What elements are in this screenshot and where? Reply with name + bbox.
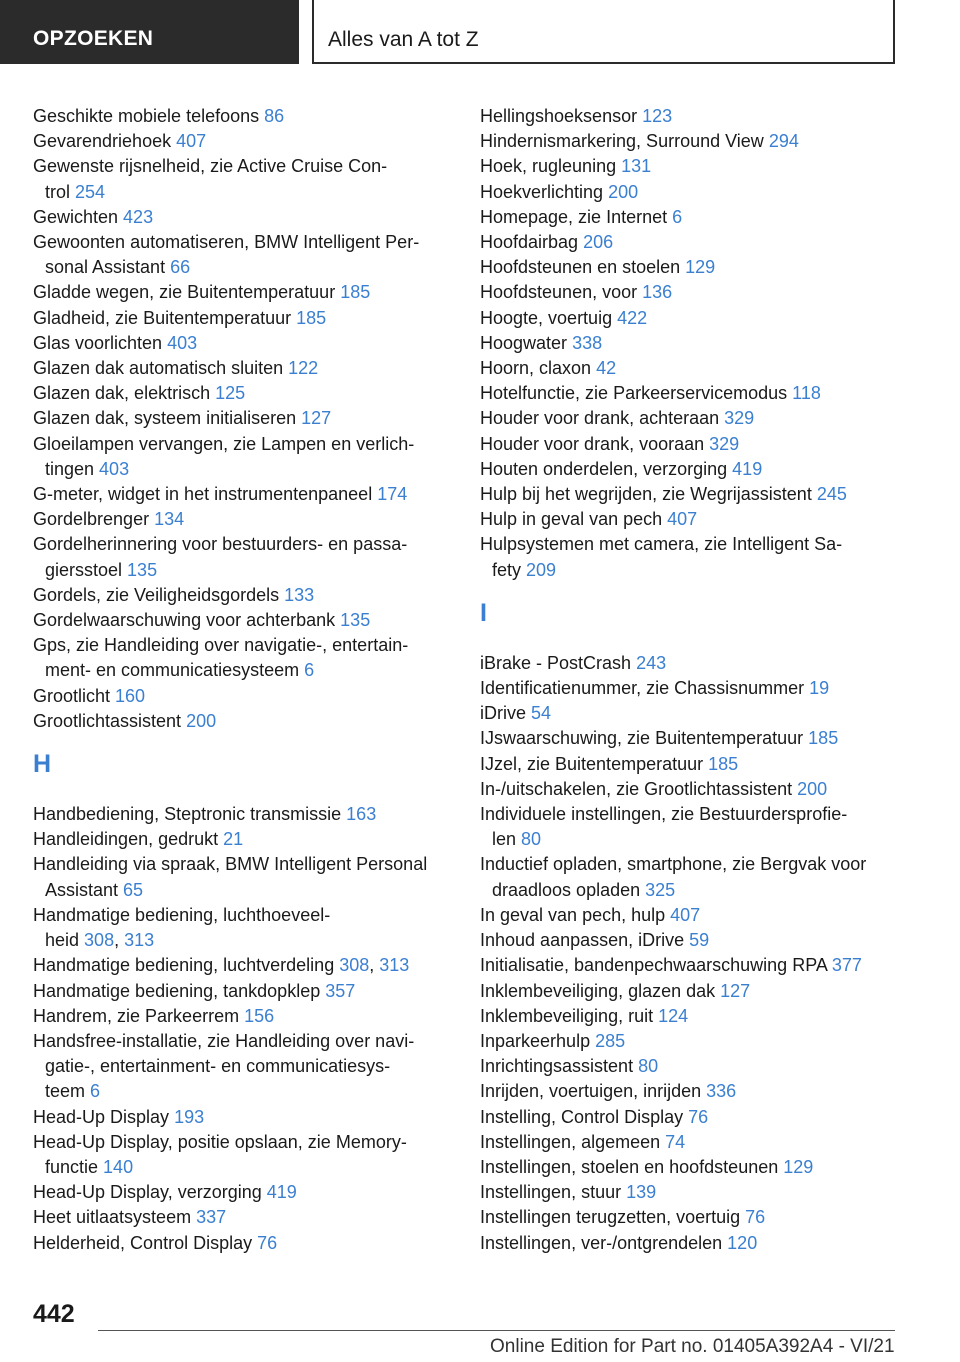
index-entry (33, 482, 463, 507)
index-entry (33, 280, 463, 305)
entry-text: IJzel, zie Buitentemperatuur (480, 753, 709, 774)
entry-text: Homepage, zie Internet (480, 206, 673, 227)
page-reference-link[interactable]: 129 (685, 257, 716, 278)
entry-text: ment- en communicatiesysteem (45, 660, 305, 681)
index-entry (480, 507, 910, 532)
index-entry (33, 331, 463, 356)
index-entry (33, 356, 463, 381)
entry-text: Hindernismarkering, Surround View (480, 131, 769, 152)
entry-text: Gordelbrenger (33, 509, 155, 530)
index-entry (480, 752, 910, 777)
page-reference-link[interactable]: 423 (123, 206, 154, 227)
index-entry (33, 381, 463, 406)
entry-text: Glas voorlichten (33, 332, 168, 353)
entry-text: Gloeilampen vervangen, zie Lampen en verlich- (33, 433, 415, 454)
page-reference-link[interactable]: 163 (346, 804, 377, 825)
index-entry: Handmatige bediening, luchtverdeling 308, 313 (33, 955, 410, 976)
page-reference-link[interactable]: 422 (617, 307, 648, 328)
page-reference-link[interactable]: 139 (626, 1182, 657, 1203)
entry-text: Handrem, zie Parkeerrem (33, 1005, 245, 1026)
entry-text: Handleiding via spraak, BMW Intelligent Personal (33, 854, 428, 875)
entry-text: gatie-, entertainment- en communicatiesys- (45, 1056, 391, 1077)
page-reference-link[interactable]: 6 (90, 1081, 101, 1102)
index-entry (480, 230, 910, 255)
page-reference-link[interactable]: 206 (583, 232, 614, 253)
page-reference-link[interactable]: 124 (658, 1005, 689, 1026)
entry-text: Houder voor drank, vooraan (480, 433, 710, 454)
index-entry (33, 608, 463, 633)
index-entry (33, 802, 463, 827)
page-reference-link[interactable]: 123 (642, 106, 673, 126)
entry-text: Hoekverlichting (480, 181, 609, 202)
page-reference-link[interactable]: 193 (174, 1106, 205, 1127)
entry-text: fety (492, 559, 527, 580)
index-entry (33, 104, 463, 129)
entry-text: len (492, 829, 522, 850)
page-reference-link[interactable]: 245 (816, 484, 847, 505)
footer-divider (98, 1330, 895, 1331)
page-reference-link[interactable]: 200 (797, 778, 828, 799)
entry-text: Head-Up Display (33, 1106, 175, 1127)
index-entry (33, 583, 463, 608)
page-reference-link[interactable]: 254 (75, 181, 106, 202)
index-entry (480, 457, 910, 482)
entry-text: Handmatige bediening, luchtverdeling (33, 955, 340, 976)
page-reference-link[interactable]: 125 (215, 383, 246, 404)
index-entry (33, 1105, 463, 1130)
entry-text: Inklembeveiliging, glazen dak (480, 980, 721, 1001)
index-entry (480, 726, 910, 751)
index-entry (480, 205, 910, 230)
page-reference-link[interactable]: 419 (732, 458, 763, 479)
entry-text: Helderheid, Control Display (33, 1232, 258, 1253)
index-entry (480, 1004, 910, 1029)
entry-text: Instellingen, stoelen en hoofdsteunen (480, 1156, 784, 1177)
index-entry (480, 1180, 910, 1205)
entry-text: G-meter, widget in het instrumentenpaneel (33, 484, 378, 505)
page-reference-link[interactable]: 76 (688, 1106, 709, 1127)
index-letter-h: H (33, 750, 52, 779)
index-entry (33, 1029, 463, 1105)
index-entry (480, 356, 910, 381)
entry-text: Hotelfunctie, zie Parkeerservicemodus (480, 383, 793, 404)
index-entry (480, 979, 910, 1004)
index-column-right (480, 104, 910, 1256)
page-reference-link[interactable]: 66 (170, 257, 191, 278)
entry-text: Handsfree-installatie, zie Handleiding over navi- (33, 1030, 415, 1051)
page-reference-link[interactable]: 6 (672, 206, 683, 227)
index-entry (33, 432, 463, 482)
page-reference-link[interactable]: 135 (127, 559, 158, 580)
entry-text: Head-Up Display, verzorging (33, 1182, 267, 1203)
entry-text: trol (45, 181, 76, 202)
entry-text: Instellingen, stuur (480, 1182, 627, 1203)
index-entry (480, 802, 910, 852)
page-reference-link[interactable]: 419 (266, 1182, 297, 1203)
page-reference-link[interactable]: 118 (792, 383, 821, 404)
index-entry (33, 827, 463, 852)
index-entry (480, 432, 910, 457)
entry-text: Gps, zie Handleiding over navigatie-, entertain- (33, 635, 409, 656)
index-entry (480, 306, 910, 331)
page-reference-link[interactable]: 407 (176, 131, 207, 152)
page-reference-link[interactable]: 54 (531, 703, 552, 724)
index-entry (480, 1079, 910, 1104)
index-entry (33, 129, 463, 154)
index-entry (33, 709, 463, 734)
page-reference-link[interactable]: 86 (264, 106, 285, 126)
page-reference-link[interactable]: 140 (103, 1156, 134, 1177)
entry-text: Hulpsystemen met camera, zie Intelligent Sa- (480, 534, 843, 555)
entry-text: Instellingen, ver-/ontgrendelen (480, 1232, 728, 1253)
entry-text: In-/uitschakelen, zie Grootlichtassistent (480, 778, 798, 799)
index-entry (480, 777, 910, 802)
entry-text: Hoogte, voertuig (480, 307, 618, 328)
chapter-header (312, 0, 895, 64)
entry-text: Grootlichtassistent (33, 710, 187, 731)
index-entry (480, 154, 910, 179)
index-entry (33, 230, 463, 280)
index-entry (480, 651, 910, 676)
page-reference-link[interactable]: 185 (340, 282, 371, 303)
index-entry (33, 1180, 463, 1205)
index-entry (480, 482, 910, 507)
index-entry (480, 1231, 910, 1256)
index-entry (480, 852, 910, 902)
entry-text: Hoek, rugleuning (480, 156, 622, 177)
entry-text: Inrijden, voertuigen, inrijden (480, 1081, 707, 1102)
index-entry (480, 1029, 910, 1054)
entry-text: draadloos opladen (492, 879, 646, 900)
page-reference-link[interactable]: 243 (636, 652, 667, 673)
entry-text: giersstoel (45, 559, 128, 580)
page-reference-link[interactable]: 285 (595, 1030, 626, 1051)
page-reference-link[interactable]: 407 (670, 904, 701, 925)
entry-text: Hellingshoeksensor (480, 106, 643, 126)
page-reference-link[interactable]: 127 (301, 408, 332, 429)
entry-text: Gordels, zie Veiligheidsgordels (33, 584, 285, 605)
index-entry (33, 633, 463, 683)
entry-text: Gevarendriehoek (33, 131, 177, 152)
index-entry (480, 928, 910, 953)
entry-text: Handbediening, Steptronic transmissie (33, 804, 347, 825)
entry-text: tingen (45, 458, 100, 479)
entry-text: Heet uitlaatsysteem (33, 1207, 197, 1228)
page-reference-link[interactable]: 42 (596, 358, 617, 379)
entry-text: Identificatienummer, zie Chassisnummer (480, 678, 810, 699)
index-entry (33, 1130, 463, 1180)
chapter-title: Alles van A tot Z (328, 28, 479, 51)
page-reference-link[interactable]: 336 (706, 1081, 737, 1102)
entry-text: Inhoud aanpassen, iDrive (480, 930, 690, 951)
index-entry (33, 1205, 463, 1230)
page-reference-link[interactable]: 76 (745, 1207, 766, 1228)
index-entry (480, 381, 910, 406)
entry-text: Hoofdairbag (480, 232, 584, 253)
index-entry (480, 180, 910, 205)
index-entry (33, 406, 463, 431)
page-reference-link[interactable]: 6 (304, 660, 315, 681)
entry-text: Houten onderdelen, verzorging (480, 458, 733, 479)
index-entry (33, 507, 463, 532)
index-entry: Handmatige bediening, luchthoeveel- heid 308, 313 (33, 904, 331, 951)
index-entry (480, 1205, 910, 1230)
entry-text: functie (45, 1156, 104, 1177)
index-entry (480, 1130, 910, 1155)
index-entry (480, 953, 910, 978)
index-entry (33, 852, 463, 902)
page-reference-link[interactable]: 325 (645, 879, 676, 900)
entry-text: Glazen dak, elektrisch (33, 383, 216, 404)
index-entry (480, 255, 910, 280)
page-reference-link[interactable]: 120 (727, 1232, 758, 1253)
page-reference-link[interactable]: 313 (379, 955, 410, 976)
entry-text: Head-Up Display, positie opslaan, zie Memory- (33, 1131, 407, 1152)
index-entry (33, 306, 463, 331)
index-entry (480, 406, 910, 431)
entry-text: Hoofdsteunen, voor (480, 282, 643, 303)
page-reference-link[interactable]: 377 (831, 955, 862, 976)
page-reference-link[interactable]: 160 (115, 685, 146, 706)
entries-h (33, 802, 463, 1256)
entries-g (33, 104, 463, 734)
entry-text: Grootlicht (33, 685, 116, 706)
entry-text: Hulp bij het wegrijden, zie Wegrijassistent (480, 484, 817, 505)
entry-text: Assistant (45, 879, 124, 900)
entry-text: Instellingen terugzetten, voertuig (480, 1207, 746, 1228)
page-reference-link[interactable]: 308 (339, 955, 370, 976)
entries-i (480, 651, 910, 1256)
index-entry (33, 1231, 463, 1256)
page-reference-link[interactable]: 59 (689, 930, 710, 951)
page-reference-link[interactable]: 174 (377, 484, 408, 505)
entry-text: Handmatige bediening, tankdopklep (33, 980, 326, 1001)
index-entry (480, 532, 910, 582)
index-letter-i: I (480, 598, 487, 627)
section-tab (0, 0, 299, 64)
entry-text: Geschikte mobiele telefoons (33, 106, 265, 126)
entry-text: Hulp in geval van pech (480, 509, 668, 530)
entry-text: Instelling, Control Display (480, 1106, 689, 1127)
page-reference-link[interactable]: 185 (808, 728, 839, 749)
index-entry (33, 684, 463, 709)
page-reference-link[interactable]: 185 (296, 307, 327, 328)
entry-text: Gladde wegen, zie Buitentemperatuur (33, 282, 341, 303)
page-reference-link[interactable]: 200 (608, 181, 639, 202)
entry-text: Individuele instellingen, zie Bestuurdersprofie- (480, 804, 848, 825)
page-reference-link[interactable]: 80 (521, 829, 542, 850)
page-reference-link[interactable]: 80 (638, 1056, 659, 1077)
entry-text: Glazen dak, systeem initialiseren (33, 408, 302, 429)
page-reference-link[interactable]: 131 (621, 156, 652, 177)
page-reference-link[interactable]: 127 (720, 980, 751, 1001)
page-reference-link[interactable]: 133 (284, 584, 315, 605)
entry-text: Gordelherinnering voor bestuurders- en passa- (33, 534, 408, 555)
page-reference-link[interactable]: 65 (123, 879, 144, 900)
page-reference-link[interactable]: 134 (154, 509, 185, 530)
index-entry (33, 154, 463, 204)
page-reference-link[interactable]: 337 (196, 1207, 227, 1228)
entry-text: iBrake - PostCrash (480, 652, 637, 673)
index-entry (480, 1105, 910, 1130)
page-reference-link[interactable]: 403 (167, 332, 198, 353)
entry-text: Houder voor drank, achteraan (480, 408, 725, 429)
index-entry (480, 701, 910, 726)
entry-text: Inrichtingsassistent (480, 1056, 639, 1077)
page-reference-link[interactable]: 357 (325, 980, 356, 1001)
page-reference-link[interactable]: 122 (288, 358, 319, 379)
entry-text: heid (45, 930, 85, 951)
footer-edition: Online Edition for Part no. 01405A392A4 - VI/21 (490, 1336, 895, 1357)
entry-text: iDrive (480, 703, 532, 724)
index-entry (33, 532, 463, 582)
page-reference-link[interactable]: 313 (124, 930, 155, 951)
page-reference-link[interactable]: 135 (340, 610, 371, 631)
entry-text: Inklembeveiliging, ruit (480, 1005, 659, 1026)
entry-text: In geval van pech, hulp (480, 904, 671, 925)
index-entry (33, 205, 463, 230)
index-entry (480, 129, 910, 154)
page-reference-link[interactable]: 338 (572, 332, 603, 353)
page-reference-link[interactable]: 294 (768, 131, 799, 152)
entry-text: Inductief opladen, smartphone, zie Bergvak voor (480, 854, 867, 875)
page-reference-link[interactable]: 200 (186, 710, 217, 731)
entry-text: Hoogwater (480, 332, 573, 353)
entries-h-continued (480, 104, 910, 583)
entry-text: Inparkeerhulp (480, 1030, 596, 1051)
page-reference-link[interactable]: 19 (809, 678, 830, 699)
index-entry (480, 1155, 910, 1180)
index-column-left (33, 104, 463, 1256)
page-reference-link[interactable]: 74 (665, 1131, 686, 1152)
index-entry (33, 1004, 463, 1029)
index-entry (480, 1054, 910, 1079)
entry-text: IJswaarschuwing, zie Buitentemperatuur (480, 728, 809, 749)
entry-text: Initialisatie, bandenpechwaarschuwing RPA (480, 955, 832, 976)
entry-text: Instellingen, algemeen (480, 1131, 666, 1152)
entry-text: Gordelwaarschuwing voor achterbank (33, 610, 341, 631)
page-reference-link[interactable]: 76 (257, 1232, 278, 1253)
entry-text: Gewoonten automatiseren, BMW Intelligent Per- (33, 232, 420, 253)
page-number: 442 (33, 1300, 75, 1328)
index-entry (480, 104, 910, 129)
index-entry (480, 903, 910, 928)
index-entry (480, 331, 910, 356)
entry-text: Handleidingen, gedrukt (33, 829, 224, 850)
index-entry (33, 979, 463, 1004)
entry-text: Gewichten (33, 206, 124, 227)
page-reference-link[interactable]: 21 (223, 829, 244, 850)
entry-text: Hoorn, claxon (480, 358, 597, 379)
entry-text: Glazen dak automatisch sluiten (33, 358, 289, 379)
page-reference-link[interactable]: 209 (526, 559, 557, 580)
page-reference-link[interactable]: 156 (244, 1005, 275, 1026)
section-label: OPZOEKEN (33, 27, 154, 50)
entry-text: Hoofdsteunen en stoelen (480, 257, 686, 278)
page-reference-link[interactable]: 329 (724, 408, 755, 429)
entry-text: sonal Assistant (45, 257, 171, 278)
index-entry (480, 676, 910, 701)
page-reference-link[interactable]: 129 (783, 1156, 814, 1177)
entry-text: Gladheid, zie Buitentemperatuur (33, 307, 297, 328)
page-reference-link[interactable]: 136 (642, 282, 673, 303)
entry-text: teem (45, 1081, 91, 1102)
page-reference-link[interactable]: 407 (667, 509, 698, 530)
page-reference-link[interactable]: 403 (99, 458, 130, 479)
entry-text: Gewenste rijsnelheid, zie Active Cruise Con- (33, 156, 388, 177)
entry-text: Handmatige bediening, luchthoeveel- (33, 904, 331, 925)
index-entry (480, 280, 910, 305)
page-reference-link[interactable]: 329 (709, 433, 740, 454)
page-reference-link[interactable]: 185 (708, 753, 739, 774)
page-reference-link[interactable]: 308 (84, 930, 115, 951)
